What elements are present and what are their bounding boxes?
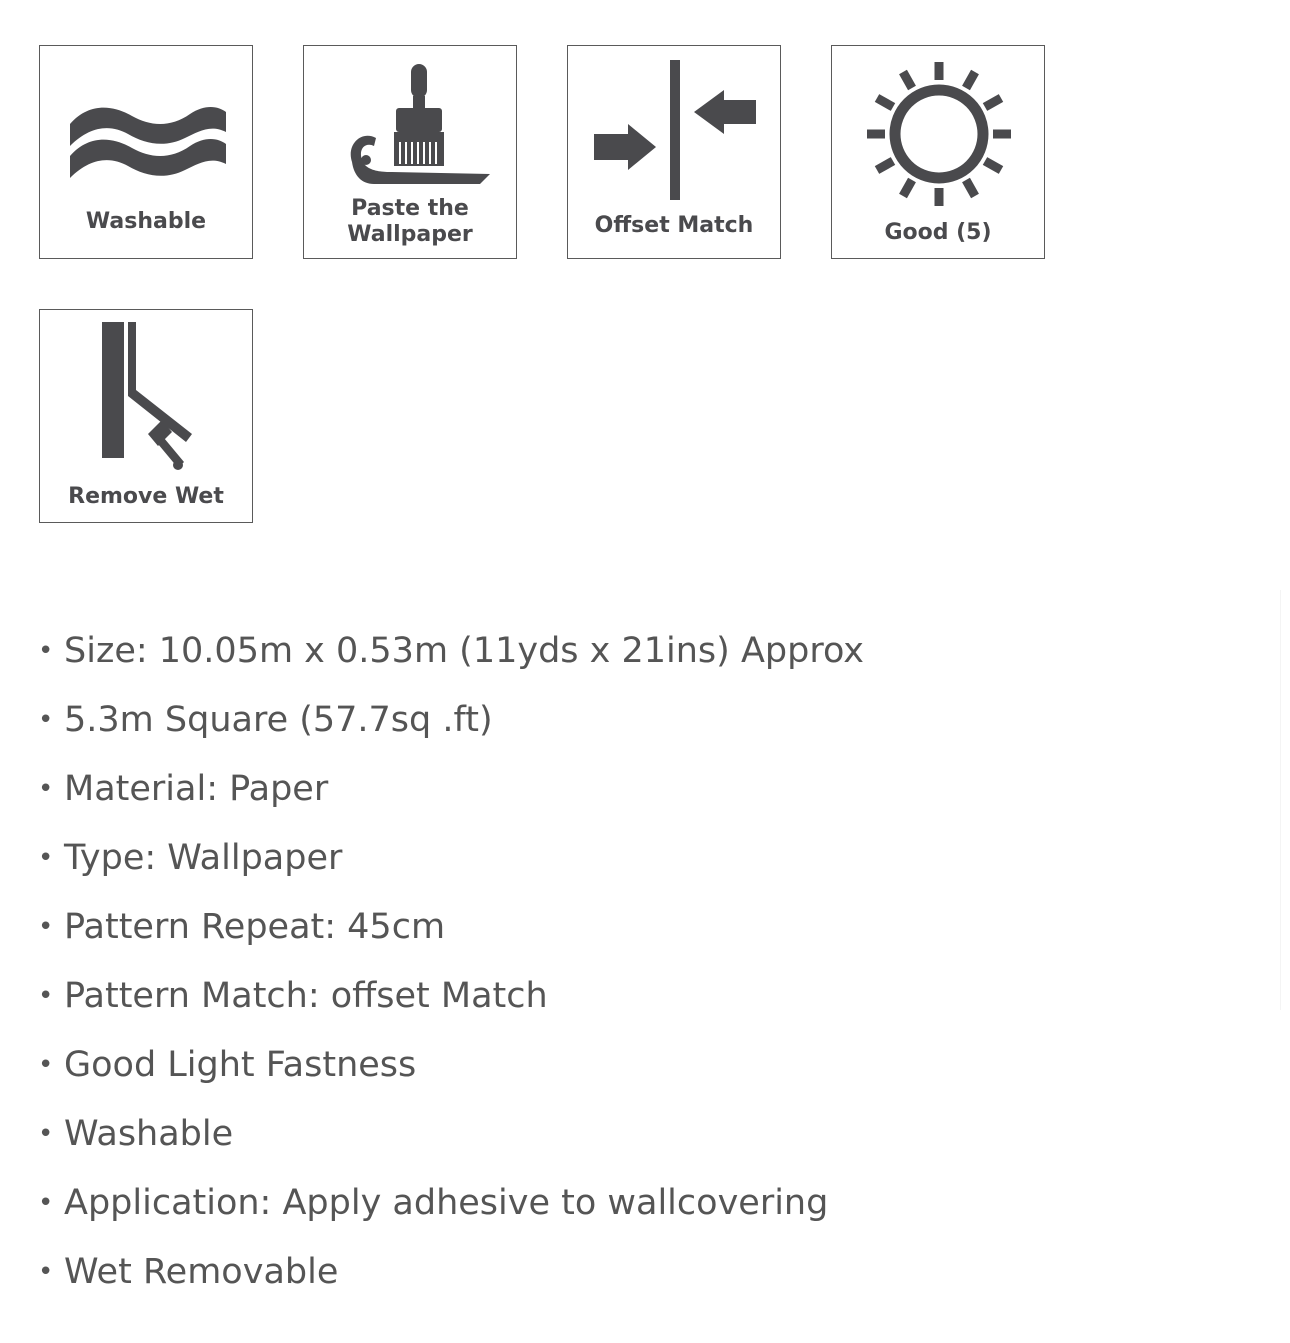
- spec-text: Good Light Fastness: [64, 1045, 417, 1085]
- bullet: •: [38, 981, 54, 1011]
- tile-label: Offset Match: [594, 213, 754, 238]
- spec-text: Size: 10.05m x 0.53m (11yds x 21ins) Approx: [64, 631, 864, 671]
- tile-label: Good (5): [884, 220, 992, 245]
- spec-text: Pattern Match: offset Match: [64, 976, 548, 1016]
- list-item: [38, 1169, 864, 1238]
- light-fastness-tile: [831, 45, 1045, 259]
- list-item: [38, 1031, 864, 1100]
- list-item: [38, 824, 864, 893]
- offset-match-tile: [567, 45, 781, 259]
- list-item: [38, 1100, 864, 1169]
- bullet: •: [38, 1119, 54, 1149]
- bullet: •: [38, 1050, 54, 1080]
- list-item: [38, 617, 864, 686]
- spec-text: Washable: [64, 1114, 234, 1154]
- tile-label: Remove Wet: [68, 484, 224, 509]
- spec-text: 5.3m Square (57.7sq .ft): [64, 700, 493, 740]
- bullet: •: [38, 774, 54, 804]
- tile-label: Washable: [85, 209, 207, 234]
- washable-tile: [39, 45, 253, 259]
- list-item: [38, 962, 864, 1031]
- divider: [1280, 590, 1281, 1010]
- spec-text: Material: Paper: [64, 769, 329, 809]
- remove-wet-tile: [39, 309, 253, 523]
- bullet: •: [38, 636, 54, 666]
- list-item: [38, 893, 864, 962]
- spec-list: [38, 617, 864, 1307]
- spec-text: Application: Apply adhesive to wallcovering: [64, 1183, 829, 1223]
- spec-text: Wet Removable: [64, 1252, 339, 1292]
- list-item: [38, 686, 864, 755]
- list-item: [38, 1238, 864, 1307]
- bullet: •: [38, 1257, 54, 1287]
- bullet: •: [38, 1188, 54, 1218]
- paste-wallpaper-tile: [303, 45, 517, 259]
- tile-label: Paste the Wallpaper: [347, 196, 473, 247]
- bullet: •: [38, 843, 54, 873]
- spec-text: Pattern Repeat: 45cm: [64, 907, 446, 947]
- list-item: [38, 755, 864, 824]
- spec-text: Type: Wallpaper: [64, 838, 343, 878]
- bullet: •: [38, 705, 54, 735]
- bullet: •: [38, 912, 54, 942]
